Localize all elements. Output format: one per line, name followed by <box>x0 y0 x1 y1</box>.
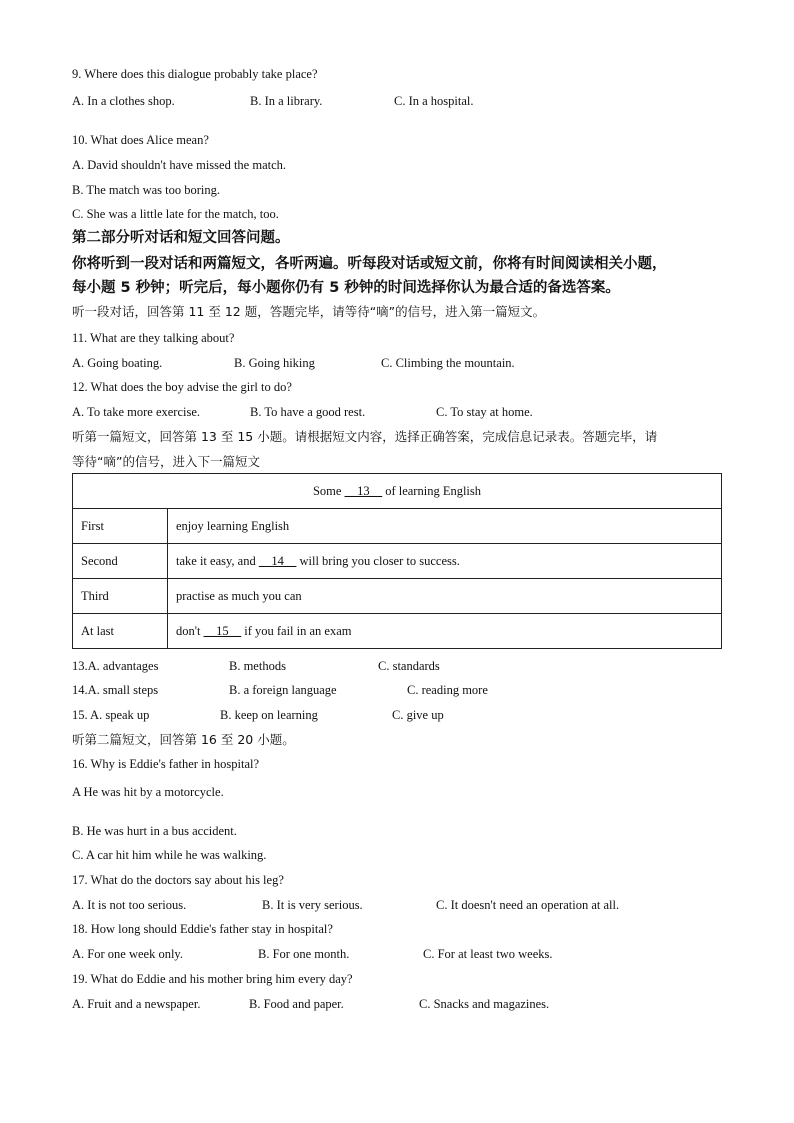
question-17-option-a: A. It is not too serious. <box>72 898 187 912</box>
blank-14: __14__ <box>258 553 297 568</box>
table-header-suffix: of learning English <box>382 483 482 498</box>
question-19-option-c: C. Snacks and magazines. <box>419 997 550 1011</box>
question-9-option-a: A. In a clothes shop. <box>72 94 175 108</box>
question-14-option-b: B. a foreign language <box>229 683 337 697</box>
question-17-stem: 17. What do the doctors say about his leg? <box>72 873 284 887</box>
question-16-option-b: B. He was hurt in a bus accident. <box>72 824 237 838</box>
question-17-option-c: C. It doesn't need an operation at all. <box>436 898 620 912</box>
table-row <box>73 614 722 649</box>
row-label: Third <box>73 579 168 614</box>
question-10-option-b: B. The match was too boring. <box>72 183 221 197</box>
table-header-row <box>73 474 722 509</box>
table-row <box>73 544 722 579</box>
question-12-option-a: A. To take more exercise. <box>72 405 201 419</box>
question-9-option-c: C. In a hospital. <box>394 94 474 108</box>
question-11-stem: 11. What are they talking about? <box>72 331 235 345</box>
part-2-instruction-line-2: 每小题 5 秒钟；听完后，每小题你仍有 5 秒钟的时间选择你认为最合适的备选答案。 <box>72 280 620 296</box>
question-10-option-c: C. She was a little late for the match, too. <box>72 207 279 221</box>
row-text: enjoy learning English <box>176 518 290 533</box>
question-14-option-a: 14.A. small steps <box>72 683 159 697</box>
question-15-option-a: 15. A. speak up <box>72 708 150 722</box>
question-19-option-b: B. Food and paper. <box>249 997 344 1011</box>
row-content <box>168 544 722 579</box>
row-text: don't <box>176 623 204 638</box>
question-18-option-b: B. For one month. <box>258 947 350 961</box>
row-label: Second <box>73 544 168 579</box>
passage-1-note-line-1: 听第一篇短文，回答第 13 至 15 小题。请根据短文内容，选择正确答案，完成信息记录表。答题完毕，请 <box>72 429 658 444</box>
question-12-option-b: B. To have a good rest. <box>250 405 366 419</box>
question-16-option-a: A He was hit by a motorcycle. <box>72 785 224 799</box>
question-13-option-a: 13.A. advantages <box>72 659 159 673</box>
question-10-option-a: A. David shouldn't have missed the match. <box>72 158 287 172</box>
passage-2-note: 听第二篇短文，回答第 16 至 20 小题。 <box>72 732 295 747</box>
question-15-option-b: B. keep on learning <box>220 708 318 722</box>
question-16-option-c: C. A car hit him while he was walking. <box>72 848 267 862</box>
question-19-stem: 19. What do Eddie and his mother bring him every day? <box>72 972 353 986</box>
row-content <box>168 614 722 649</box>
question-11-option-c: C. Climbing the mountain. <box>381 356 515 370</box>
question-17-option-b: B. It is very serious. <box>262 898 363 912</box>
question-19-option-a: A. Fruit and a newspaper. <box>72 997 201 1011</box>
table-header-prefix: Some <box>312 483 345 498</box>
part-2-instruction-line-1: 你将听到一段对话和两篇短文，各听两遍。听每段对话或短文前，你将有时间阅读相关小题， <box>72 256 667 272</box>
question-9-stem: 9. Where does this dialogue probably take place? <box>72 67 318 81</box>
question-11-option-b: B. Going hiking <box>234 356 315 370</box>
question-13-option-c: C. standards <box>378 659 440 673</box>
table-header-cell <box>73 474 722 509</box>
row-label: First <box>73 509 168 544</box>
question-16-stem: 16. Why is Eddie's father in hospital? <box>72 757 260 771</box>
row-text: practise as much you can <box>176 588 302 603</box>
passage-1-note-line-2: 等待“嘀”的信号，进入下一篇短文 <box>72 454 260 469</box>
question-14-option-c: C. reading more <box>407 683 488 697</box>
question-12-stem: 12. What does the boy advise the girl to do? <box>72 380 292 394</box>
table-row <box>73 579 722 614</box>
question-18-option-a: A. For one week only. <box>72 947 183 961</box>
question-13-option-b: B. methods <box>229 659 286 673</box>
question-11-option-a: A. Going boating. <box>72 356 163 370</box>
part-2-title: 第二部分听对话和短文回答问题。 <box>72 230 290 246</box>
dialogue-note: 听一段对话，回答第 11 至 12 题，答题完毕，请等待“嘀”的信号，进入第一篇短文。 <box>72 304 546 319</box>
question-10-stem: 10. What does Alice mean? <box>72 133 209 147</box>
row-label: At last <box>73 614 168 649</box>
table-row <box>73 509 722 544</box>
question-18-stem: 18. How long should Eddie's father stay in hospital? <box>72 922 333 936</box>
question-12-option-c: C. To stay at home. <box>436 405 533 419</box>
row-text-suffix: will bring you closer to success. <box>296 553 460 568</box>
row-text: take it easy, and <box>176 553 259 568</box>
question-9-option-b: B. In a library. <box>250 94 323 108</box>
info-record-table <box>72 473 722 649</box>
question-18-option-c: C. For at least two weeks. <box>423 947 553 961</box>
blank-15: __15__ <box>203 623 242 638</box>
row-content <box>168 579 722 614</box>
question-15-option-c: C. give up <box>392 708 444 722</box>
blank-13: __13__ <box>344 483 383 498</box>
row-text-suffix: if you fail in an exam <box>241 623 352 638</box>
row-content <box>168 509 722 544</box>
